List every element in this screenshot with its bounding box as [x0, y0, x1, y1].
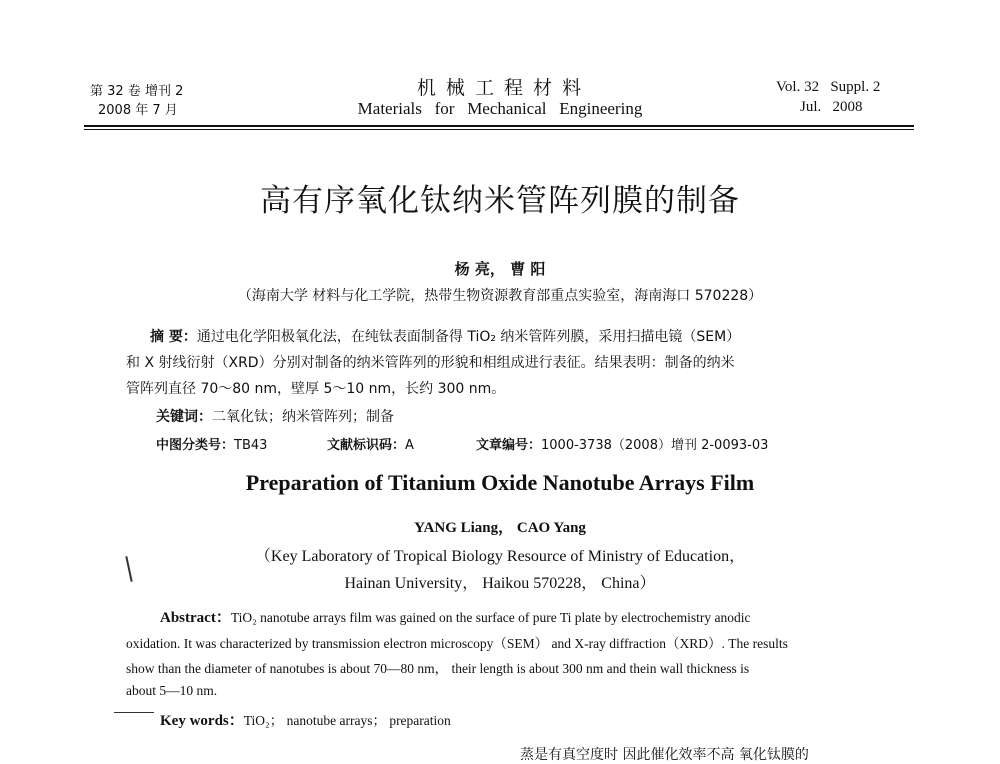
class-number-value: TB43 [234, 438, 268, 453]
abstract-cn-line3: 管阵列直径 70～80 nm，壁厚 5～10 nm，长约 300 nm。 [126, 381, 506, 397]
abstract-cn-label: 摘 要： [150, 329, 197, 345]
volume-en: Vol. 32 Suppl. 2 [776, 79, 881, 95]
abstract-en-label: Abstract： [160, 610, 231, 626]
affiliation-en-line2: Hainan University， Haikou 570228， China） [344, 575, 656, 592]
abstract-en-line4: about 5—10 nm. [126, 683, 218, 698]
affiliation-cn: （海南大学 材料与化工学院，热带生物资源教育部重点实验室，海南海口 570228） [237, 288, 763, 304]
keywords-en [160, 709, 451, 730]
journal-title-cn: 机 械 工 程 材 料 [416, 77, 584, 99]
article-title-cn: 高有序氧化钛纳米管阵列膜的制备 [260, 183, 740, 219]
next-column-text: 蒸是有真空度时 因此催化效率不高 氧化钛膜的 [520, 747, 809, 763]
abstract-en-text1: TiO₂ nanotube arrays film was gained on the surface of pure Ti plate by electrochemistry anodic [230, 610, 751, 625]
keywords-cn-text: 二氧化钛；纳米管阵列；制备 [212, 409, 394, 425]
keywords-en-label: Key words： [160, 713, 244, 729]
authors-cn: 杨 亮， 曹 阳 [454, 260, 546, 278]
class-number [156, 434, 267, 453]
keywords-cn-label: 关键词： [156, 409, 212, 425]
volume-cn: 第 32 卷 增刊 2 [90, 84, 184, 99]
doc-code-value: A [405, 438, 414, 453]
scan-mark [114, 712, 154, 713]
abstract-cn-line1 [150, 325, 740, 349]
keywords-cn [156, 405, 394, 429]
authors-en: YANG Liang， CAO Yang [414, 520, 586, 536]
abstract-cn-text1: 通过电化学阳极氧化法，在纯钛表面制备得 TiO₂ 纳米管阵列膜，采用扫描电镜（SEM） [196, 329, 741, 345]
article-title-en: Preparation of Titanium Oxide Nanotube Arrays Film [245, 470, 755, 495]
abstract-cn-line2: 和 X 射线衍射（XRD）分别对制备的纳米管阵列的形貌和相组成进行表征。结果表明：制备的纳米 [126, 355, 735, 371]
class-number-label: 中图分类号： [156, 438, 235, 453]
date-en: Jul. 2008 [800, 99, 863, 115]
keywords-en-text: TiO₂； nanotube arrays； preparation [243, 713, 451, 728]
doc-code-label: 文献标识码： [327, 438, 406, 453]
date-cn: 2008 年 7 月 [98, 103, 178, 118]
header-rule-thin [84, 129, 914, 130]
article-number-label: 文章编号： [476, 438, 542, 453]
article-number-value: 1000-3738（2008）增刊 2-0093-03 [541, 438, 769, 453]
header-rule-thick [84, 125, 914, 127]
affiliation-en-line1: （Key Laboratory of Tropical Biology Resource of Ministry of Education， [254, 548, 746, 565]
journal-title-en: Materials for Mechanical Engineering [357, 99, 643, 118]
article-number [476, 434, 768, 453]
doc-code [327, 434, 414, 453]
abstract-en-line2: oxidation. It was characterized by transmission electron microscopy（SEM） and X-ray diffraction（XRD）. The results [126, 636, 788, 651]
abstract-en-line3: show than the diameter of nanotubes is about 70—80 nm， their length is about 300 nm and thein wall thickness is [126, 661, 750, 676]
abstract-en-line1 [160, 606, 751, 627]
